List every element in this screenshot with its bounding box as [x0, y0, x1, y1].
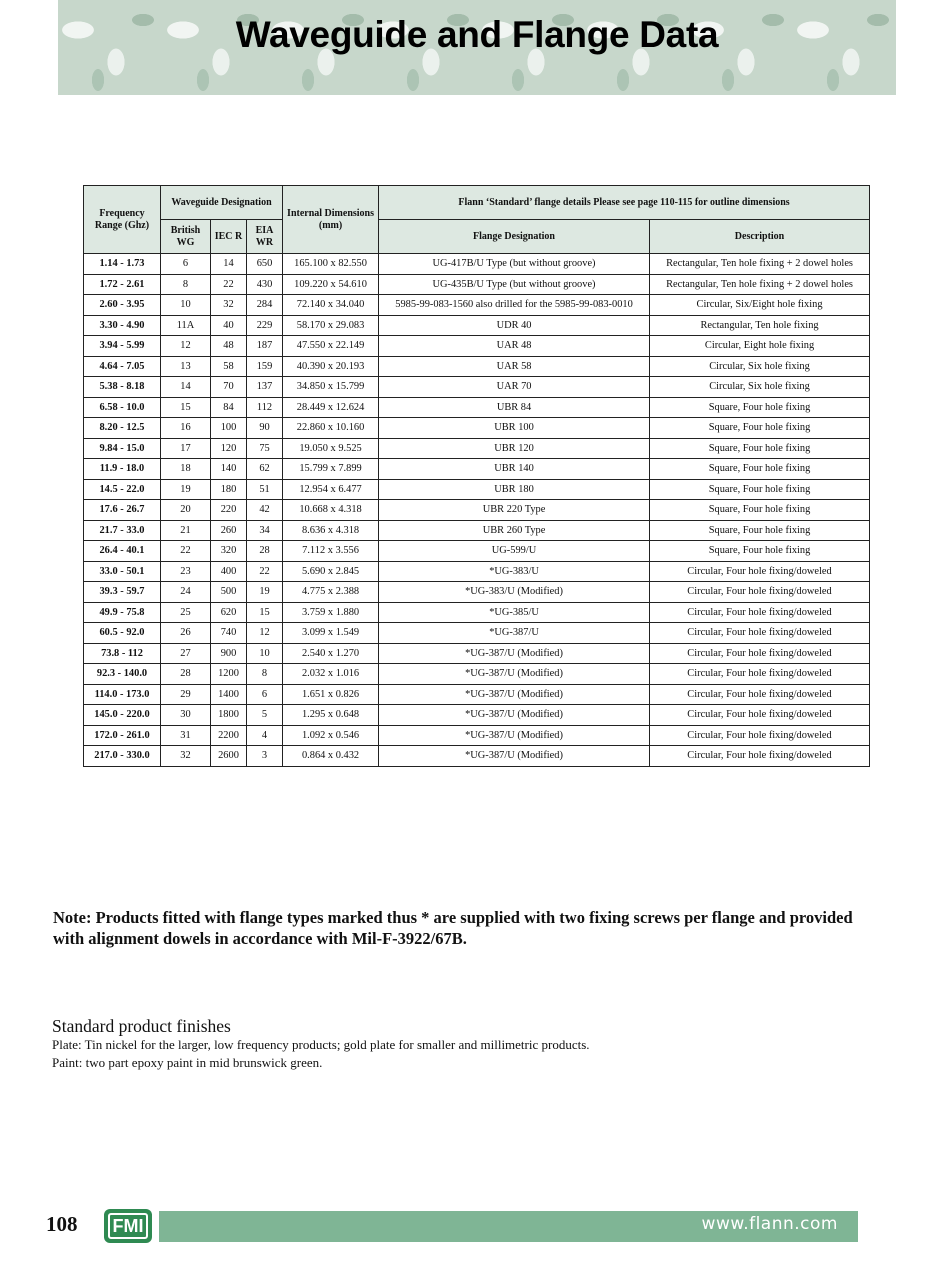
freq-cell: 33.0 - 50.1 [84, 561, 161, 582]
table-row [84, 582, 870, 603]
british-wg-cell: 16 [161, 418, 211, 439]
footer-url-link[interactable]: www.flann.com [701, 1214, 838, 1234]
british-wg-cell: 11A [161, 315, 211, 336]
table-row [84, 356, 870, 377]
iec-r-cell: 22 [211, 274, 247, 295]
british-wg-cell: 15 [161, 397, 211, 418]
iec-r-cell: 620 [211, 602, 247, 623]
iec-r-cell: 1200 [211, 664, 247, 685]
freq-cell: 21.7 - 33.0 [84, 520, 161, 541]
dimensions-cell: 47.550 x 22.149 [283, 336, 379, 357]
table-row [84, 561, 870, 582]
header-banner [58, 0, 896, 95]
description-cell: Square, Four hole fixing [650, 479, 870, 500]
iec-r-cell: 2600 [211, 746, 247, 767]
description-cell: Circular, Four hole fixing/doweled [650, 561, 870, 582]
eia-wr-cell: 284 [247, 295, 283, 316]
british-wg-cell: 26 [161, 623, 211, 644]
header-eia-wr: EIA WR [247, 220, 283, 254]
eia-wr-cell: 90 [247, 418, 283, 439]
eia-wr-cell: 4 [247, 725, 283, 746]
eia-wr-cell: 187 [247, 336, 283, 357]
freq-cell: 26.4 - 40.1 [84, 541, 161, 562]
flange-designation-cell: *UG-387/U (Modified) [379, 643, 650, 664]
eia-wr-cell: 75 [247, 438, 283, 459]
table-row [84, 479, 870, 500]
freq-cell: 60.5 - 92.0 [84, 623, 161, 644]
flann-logo [104, 1209, 152, 1243]
description-cell: Circular, Four hole fixing/doweled [650, 684, 870, 705]
iec-r-cell: 2200 [211, 725, 247, 746]
freq-cell: 39.3 - 59.7 [84, 582, 161, 603]
description-cell: Circular, Four hole fixing/doweled [650, 623, 870, 644]
iec-r-cell: 1400 [211, 684, 247, 705]
iec-r-cell: 48 [211, 336, 247, 357]
dimensions-cell: 10.668 x 4.318 [283, 500, 379, 521]
dimensions-cell: 2.032 x 1.016 [283, 664, 379, 685]
dimensions-cell: 5.690 x 2.845 [283, 561, 379, 582]
description-cell: Square, Four hole fixing [650, 397, 870, 418]
table-row [84, 664, 870, 685]
dimensions-cell: 58.170 x 29.083 [283, 315, 379, 336]
dimensions-cell: 3.759 x 1.880 [283, 602, 379, 623]
page-number: 108 [46, 1212, 78, 1236]
table-row [84, 643, 870, 664]
dimensions-cell: 8.636 x 4.318 [283, 520, 379, 541]
dimensions-cell: 2.540 x 1.270 [283, 643, 379, 664]
description-cell: Circular, Four hole fixing/doweled [650, 746, 870, 767]
flange-designation-cell: *UG-387/U (Modified) [379, 664, 650, 685]
iec-r-cell: 70 [211, 377, 247, 398]
table-row [84, 746, 870, 767]
flange-designation-cell: *UG-383/U [379, 561, 650, 582]
dimensions-cell: 109.220 x 54.610 [283, 274, 379, 295]
description-cell: Square, Four hole fixing [650, 541, 870, 562]
flange-designation-cell: UDR 40 [379, 315, 650, 336]
description-cell: Square, Four hole fixing [650, 459, 870, 480]
british-wg-cell: 12 [161, 336, 211, 357]
dimensions-cell: 40.390 x 20.193 [283, 356, 379, 377]
freq-cell: 17.6 - 26.7 [84, 500, 161, 521]
description-cell: Square, Four hole fixing [650, 418, 870, 439]
eia-wr-cell: 28 [247, 541, 283, 562]
freq-cell: 145.0 - 220.0 [84, 705, 161, 726]
description-cell: Circular, Six hole fixing [650, 377, 870, 398]
flange-designation-cell: UAR 70 [379, 377, 650, 398]
table-row [84, 418, 870, 439]
eia-wr-cell: 137 [247, 377, 283, 398]
iec-r-cell: 32 [211, 295, 247, 316]
table-row [84, 377, 870, 398]
eia-wr-cell: 34 [247, 520, 283, 541]
british-wg-cell: 14 [161, 377, 211, 398]
table-row [84, 459, 870, 480]
footer-bar [159, 1211, 858, 1242]
flange-designation-cell: *UG-387/U (Modified) [379, 725, 650, 746]
dimensions-cell: 34.850 x 15.799 [283, 377, 379, 398]
dimensions-cell: 19.050 x 9.525 [283, 438, 379, 459]
freq-cell: 73.8 - 112 [84, 643, 161, 664]
freq-cell: 5.38 - 8.18 [84, 377, 161, 398]
description-cell: Circular, Eight hole fixing [650, 336, 870, 357]
flange-designation-cell: *UG-383/U (Modified) [379, 582, 650, 603]
description-cell: Circular, Four hole fixing/doweled [650, 582, 870, 603]
freq-cell: 2.60 - 3.95 [84, 295, 161, 316]
flange-designation-cell: UBR 120 [379, 438, 650, 459]
british-wg-cell: 25 [161, 602, 211, 623]
dimensions-cell: 1.295 x 0.648 [283, 705, 379, 726]
dimensions-cell: 7.112 x 3.556 [283, 541, 379, 562]
table-row [84, 684, 870, 705]
table-body [84, 254, 870, 767]
header-british-wg: British WG [161, 220, 211, 254]
iec-r-cell: 260 [211, 520, 247, 541]
iec-r-cell: 320 [211, 541, 247, 562]
header-flange-designation: Flange Designation [379, 220, 650, 254]
description-cell: Circular, Four hole fixing/doweled [650, 705, 870, 726]
eia-wr-cell: 5 [247, 705, 283, 726]
freq-cell: 14.5 - 22.0 [84, 479, 161, 500]
iec-r-cell: 500 [211, 582, 247, 603]
flange-designation-cell: UG-435B/U Type (but without groove) [379, 274, 650, 295]
iec-r-cell: 900 [211, 643, 247, 664]
header-description: Description [650, 220, 870, 254]
eia-wr-cell: 12 [247, 623, 283, 644]
description-cell: Circular, Four hole fixing/doweled [650, 643, 870, 664]
dimensions-cell: 0.864 x 0.432 [283, 746, 379, 767]
eia-wr-cell: 8 [247, 664, 283, 685]
table-row [84, 438, 870, 459]
iec-r-cell: 1800 [211, 705, 247, 726]
logo-text: FMI [108, 1213, 148, 1239]
freq-cell: 3.30 - 4.90 [84, 315, 161, 336]
freq-cell: 4.64 - 7.05 [84, 356, 161, 377]
eia-wr-cell: 42 [247, 500, 283, 521]
flange-designation-cell: UG-599/U [379, 541, 650, 562]
eia-wr-cell: 650 [247, 254, 283, 275]
british-wg-cell: 6 [161, 254, 211, 275]
table-row [84, 254, 870, 275]
table-row [84, 336, 870, 357]
freq-cell: 1.14 - 1.73 [84, 254, 161, 275]
eia-wr-cell: 62 [247, 459, 283, 480]
table-row [84, 705, 870, 726]
header-internal-dimensions: Internal Dimensions (mm) [283, 186, 379, 254]
british-wg-cell: 27 [161, 643, 211, 664]
freq-cell: 49.9 - 75.8 [84, 602, 161, 623]
iec-r-cell: 400 [211, 561, 247, 582]
dimensions-cell: 1.651 x 0.826 [283, 684, 379, 705]
iec-r-cell: 14 [211, 254, 247, 275]
eia-wr-cell: 3 [247, 746, 283, 767]
british-wg-cell: 29 [161, 684, 211, 705]
british-wg-cell: 31 [161, 725, 211, 746]
description-cell: Rectangular, Ten hole fixing + 2 dowel holes [650, 274, 870, 295]
freq-cell: 8.20 - 12.5 [84, 418, 161, 439]
freq-cell: 9.84 - 15.0 [84, 438, 161, 459]
description-cell: Circular, Four hole fixing/doweled [650, 602, 870, 623]
iec-r-cell: 58 [211, 356, 247, 377]
description-cell: Circular, Six hole fixing [650, 356, 870, 377]
flange-note: Note: Products fitted with flange types marked thus * are supplied with two fixing screws per flange and provided with alignment dowels in accordance with Mil-F-3922/67B. [53, 908, 853, 948]
header-waveguide-designation: Waveguide Designation [161, 186, 283, 220]
british-wg-cell: 10 [161, 295, 211, 316]
eia-wr-cell: 19 [247, 582, 283, 603]
flange-designation-cell: UG-417B/U Type (but without groove) [379, 254, 650, 275]
flange-designation-cell: UBR 220 Type [379, 500, 650, 521]
eia-wr-cell: 22 [247, 561, 283, 582]
header-flange-group: Flann ‘Standard’ flange details Please see page 110-115 for outline dimensions [379, 186, 870, 220]
iec-r-cell: 40 [211, 315, 247, 336]
eia-wr-cell: 229 [247, 315, 283, 336]
finish-plate: Plate: Tin nickel for the larger, low frequency products; gold plate for smaller and millimetric products. [52, 1037, 590, 1052]
flange-designation-cell: *UG-387/U [379, 623, 650, 644]
british-wg-cell: 8 [161, 274, 211, 295]
flange-designation-cell: *UG-387/U (Modified) [379, 746, 650, 767]
flange-designation-cell: UBR 140 [379, 459, 650, 480]
british-wg-cell: 13 [161, 356, 211, 377]
freq-cell: 3.94 - 5.99 [84, 336, 161, 357]
header-iec-r: IEC R [211, 220, 247, 254]
dimensions-cell: 28.449 x 12.624 [283, 397, 379, 418]
british-wg-cell: 19 [161, 479, 211, 500]
flange-designation-cell: 5985-99-083-1560 also drilled for the 5985-99-083-0010 [379, 295, 650, 316]
dimensions-cell: 22.860 x 10.160 [283, 418, 379, 439]
iec-r-cell: 220 [211, 500, 247, 521]
description-cell: Rectangular, Ten hole fixing + 2 dowel holes [650, 254, 870, 275]
freq-cell: 92.3 - 140.0 [84, 664, 161, 685]
table-row [84, 274, 870, 295]
table-row [84, 602, 870, 623]
dimensions-cell: 15.799 x 7.899 [283, 459, 379, 480]
iec-r-cell: 84 [211, 397, 247, 418]
dimensions-cell: 1.092 x 0.546 [283, 725, 379, 746]
dimensions-cell: 165.100 x 82.550 [283, 254, 379, 275]
freq-cell: 6.58 - 10.0 [84, 397, 161, 418]
eia-wr-cell: 15 [247, 602, 283, 623]
iec-r-cell: 740 [211, 623, 247, 644]
iec-r-cell: 100 [211, 418, 247, 439]
british-wg-cell: 20 [161, 500, 211, 521]
flange-designation-cell: UAR 48 [379, 336, 650, 357]
eia-wr-cell: 112 [247, 397, 283, 418]
description-cell: Circular, Six/Eight hole fixing [650, 295, 870, 316]
british-wg-cell: 22 [161, 541, 211, 562]
freq-cell: 217.0 - 330.0 [84, 746, 161, 767]
eia-wr-cell: 159 [247, 356, 283, 377]
british-wg-cell: 28 [161, 664, 211, 685]
flange-designation-cell: UBR 260 Type [379, 520, 650, 541]
description-cell: Square, Four hole fixing [650, 500, 870, 521]
table-row [84, 315, 870, 336]
freq-cell: 1.72 - 2.61 [84, 274, 161, 295]
british-wg-cell: 18 [161, 459, 211, 480]
table-row [84, 520, 870, 541]
british-wg-cell: 17 [161, 438, 211, 459]
flange-designation-cell: UBR 180 [379, 479, 650, 500]
finish-paint: Paint: two part epoxy paint in mid brunswick green. [52, 1055, 323, 1070]
eia-wr-cell: 51 [247, 479, 283, 500]
dimensions-cell: 72.140 x 34.040 [283, 295, 379, 316]
table-row [84, 295, 870, 316]
dimensions-cell: 4.775 x 2.388 [283, 582, 379, 603]
table-row [84, 500, 870, 521]
british-wg-cell: 32 [161, 746, 211, 767]
iec-r-cell: 180 [211, 479, 247, 500]
freq-cell: 114.0 - 173.0 [84, 684, 161, 705]
table-row [84, 541, 870, 562]
table-row [84, 397, 870, 418]
iec-r-cell: 120 [211, 438, 247, 459]
flange-designation-cell: UAR 58 [379, 356, 650, 377]
page-title: Waveguide and Flange Data [235, 14, 719, 55]
flange-designation-cell: UBR 100 [379, 418, 650, 439]
description-cell: Square, Four hole fixing [650, 438, 870, 459]
british-wg-cell: 24 [161, 582, 211, 603]
flange-designation-cell: *UG-387/U (Modified) [379, 705, 650, 726]
description-cell: Circular, Four hole fixing/doweled [650, 664, 870, 685]
flange-designation-cell: *UG-385/U [379, 602, 650, 623]
table-row [84, 623, 870, 644]
british-wg-cell: 23 [161, 561, 211, 582]
flange-designation-cell: *UG-387/U (Modified) [379, 684, 650, 705]
eia-wr-cell: 430 [247, 274, 283, 295]
header-frequency: Frequency Range (Ghz) [84, 186, 161, 254]
description-cell: Circular, Four hole fixing/doweled [650, 725, 870, 746]
eia-wr-cell: 6 [247, 684, 283, 705]
finishes-title: Standard product finishes [52, 1016, 231, 1036]
flange-designation-cell: UBR 84 [379, 397, 650, 418]
freq-cell: 172.0 - 261.0 [84, 725, 161, 746]
freq-cell: 11.9 - 18.0 [84, 459, 161, 480]
british-wg-cell: 21 [161, 520, 211, 541]
dimensions-cell: 12.954 x 6.477 [283, 479, 379, 500]
iec-r-cell: 140 [211, 459, 247, 480]
description-cell: Rectangular, Ten hole fixing [650, 315, 870, 336]
dimensions-cell: 3.099 x 1.549 [283, 623, 379, 644]
table-row [84, 725, 870, 746]
waveguide-flange-table [83, 185, 870, 767]
eia-wr-cell: 10 [247, 643, 283, 664]
description-cell: Square, Four hole fixing [650, 520, 870, 541]
british-wg-cell: 30 [161, 705, 211, 726]
